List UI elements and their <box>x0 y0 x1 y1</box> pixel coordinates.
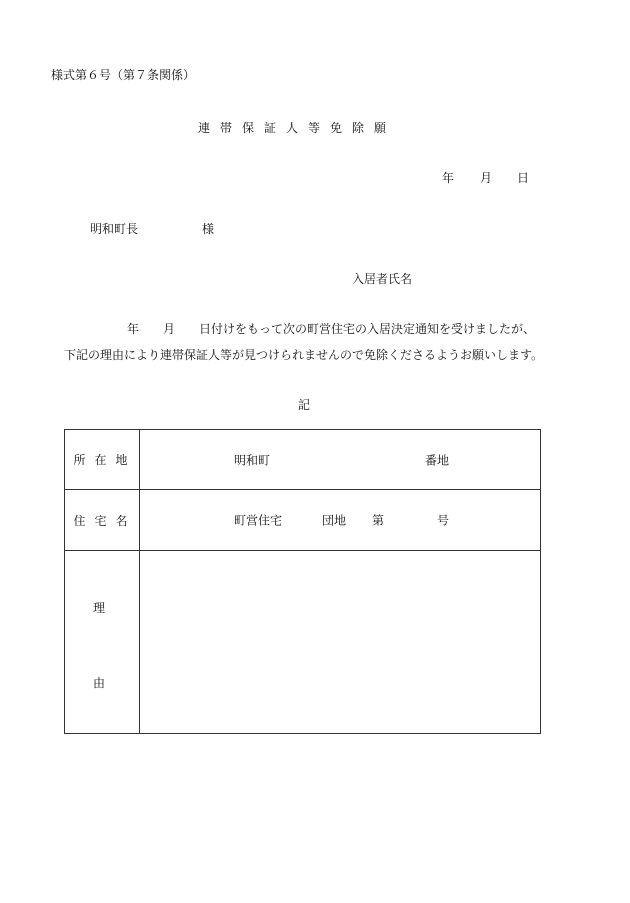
body-text-line-2: 下記の理由により連帯保証人等が見つけられませんので免除くださるようお願いします。 <box>64 348 544 362</box>
housing-danchi: 団地 <box>322 513 347 528</box>
location-row <box>65 430 541 490</box>
location-field[interactable] <box>140 430 541 490</box>
form-number: 様式第６号（第７条関係） <box>51 68 196 82</box>
reason-label <box>65 551 140 734</box>
housing-name: 町営住宅 <box>234 513 283 528</box>
details-table <box>64 429 541 734</box>
housing-go: 号 <box>437 513 450 528</box>
addressee-name: 明和町長 <box>90 222 139 236</box>
document-title: 連帯保証人等免除願 <box>198 121 397 135</box>
reason-row <box>65 551 541 734</box>
body-text-line-1: 年 月 日付けをもって次の町営住宅の入居決定通知を受けましたが、 <box>127 322 536 336</box>
location-label: 所在地 <box>65 430 140 490</box>
reason-label-yu: 由 <box>93 676 106 690</box>
housing-label: 住宅名 <box>65 490 140 551</box>
housing-row <box>65 490 541 551</box>
date-month-label: 月 <box>480 171 493 185</box>
addressee-honorific: 様 <box>202 222 215 236</box>
housing-field[interactable] <box>140 490 541 551</box>
date-day-label: 日 <box>517 171 530 185</box>
resident-name-label: 入居者氏名 <box>352 272 413 286</box>
location-town: 明和町 <box>234 453 271 467</box>
reason-label-ri: 理 <box>93 601 106 615</box>
date-year-label: 年 <box>442 171 455 185</box>
location-banchi: 番地 <box>425 453 450 467</box>
reason-field[interactable] <box>140 551 541 734</box>
ki-heading: 記 <box>298 398 311 412</box>
housing-dai: 第 <box>372 513 385 528</box>
